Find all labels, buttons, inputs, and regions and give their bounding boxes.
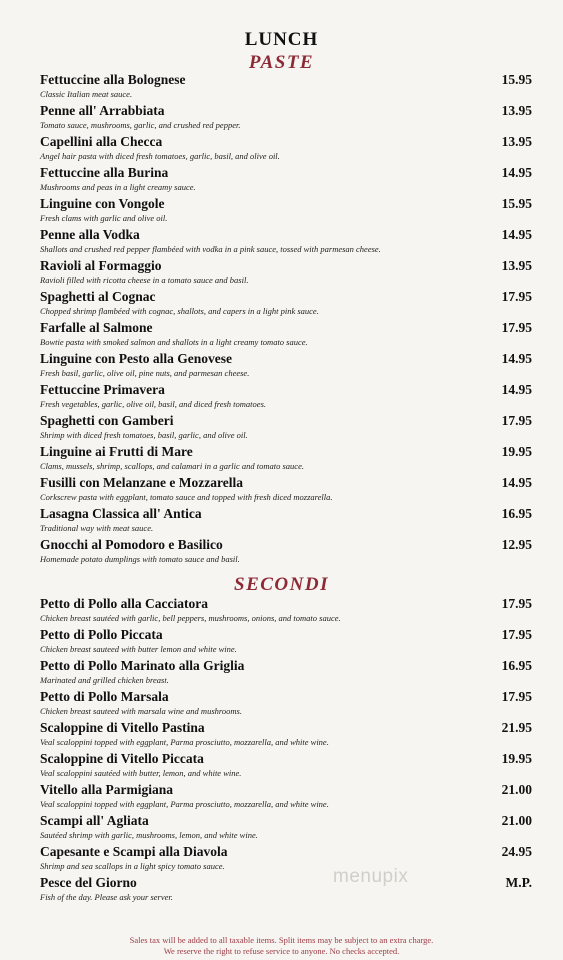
section-heading-secondi: SECONDI: [234, 574, 329, 595]
item-description: Clams, mussels, shrimp, scallops, and calamari in a garlic and tomato sauce.: [40, 461, 304, 471]
secondi-items: [40, 596, 532, 906]
menu-item: [40, 658, 532, 689]
item-description: Mushrooms and peas in a light creamy sauce.: [40, 182, 196, 192]
item-name: Capellini alla Checca: [40, 134, 163, 149]
item-price: 14.95: [501, 165, 532, 180]
item-description: Veal scaloppini topped with eggplant, Parma prosciutto, mozzarella, and white wine.: [40, 799, 329, 809]
menu-item: [40, 227, 532, 258]
item-name: Spaghetti con Gamberi: [40, 413, 174, 428]
item-name: Fettuccine alla Bolognese: [40, 72, 186, 87]
item-price: M.P.: [505, 875, 532, 890]
menu-item: [40, 751, 532, 782]
item-price: 21.00: [501, 782, 532, 797]
item-description: Chicken breast sautéed with garlic, bell peppers, mushrooms, onions, and tomato sauce.: [40, 613, 341, 623]
item-description: Classic Italian meat sauce.: [40, 89, 133, 99]
item-description: Fresh clams with garlic and olive oil.: [40, 213, 168, 223]
item-price: 21.95: [501, 720, 532, 735]
item-price: 14.95: [501, 382, 532, 397]
item-name: Penne alla Vodka: [40, 227, 140, 242]
menu-item: [40, 165, 532, 196]
item-price: 13.95: [501, 258, 532, 273]
item-description: Sautéed shrimp with garlic, mushrooms, lemon, and white wine.: [40, 830, 258, 840]
item-price: 13.95: [501, 134, 532, 149]
item-description: Chicken breast sauteed with butter lemon and white wine.: [40, 644, 237, 654]
item-price: 24.95: [501, 844, 532, 859]
menu-item: [40, 596, 532, 627]
menu-item: [40, 320, 532, 351]
footer-notice: [0, 935, 563, 957]
item-description: Chicken breast sauteed with marsala wine and mushrooms.: [40, 706, 242, 716]
menu-item: [40, 844, 532, 875]
item-price: 14.95: [501, 351, 532, 366]
menu-item: [40, 351, 532, 382]
item-description: Veal scaloppini topped with eggplant, Parma prosciutto, mozzarella, and white wine.: [40, 737, 329, 747]
item-description: Fresh vegetables, garlic, olive oil, basil, and diced fresh tomatoes.: [40, 399, 266, 409]
item-description: Shrimp and sea scallops in a light spicy tomato sauce.: [40, 861, 225, 871]
item-price: 17.95: [501, 596, 532, 611]
item-name: Gnocchi al Pomodoro e Basilico: [40, 537, 223, 552]
menu-item: [40, 444, 532, 475]
item-price: 17.95: [501, 289, 532, 304]
item-description: Corkscrew pasta with eggplant, tomato sauce and topped with fresh diced mozzarella.: [40, 492, 333, 502]
menu-item: [40, 196, 532, 227]
item-name: Penne all' Arrabbiata: [40, 103, 165, 118]
menu-item: [40, 475, 532, 506]
item-description: Chopped shrimp flambéed with cognac, shallots, and capers in a light pink sauce.: [40, 306, 319, 316]
menu-item: [40, 813, 532, 844]
item-description: Bowtie pasta with smoked salmon and shallots in a light creamy tomato sauce.: [40, 337, 308, 347]
item-name: Petto di Pollo alla Cacciatora: [40, 596, 208, 611]
menu-item: [40, 720, 532, 751]
item-price: 17.95: [501, 413, 532, 428]
item-name: Linguine con Pesto alla Genovese: [40, 351, 232, 366]
item-name: Linguine con Vongole: [40, 196, 165, 211]
item-name: Spaghetti al Cognac: [40, 289, 156, 304]
item-description: Shallots and crushed red pepper flambéed with vodka in a pink sauce, tossed with parmesan cheese.: [40, 244, 381, 254]
item-price: 17.95: [501, 627, 532, 642]
item-description: Ravioli filled with ricotta cheese in a tomato sauce and basil.: [40, 275, 249, 285]
footer-line: We reserve the right to refuse service to anyone. No checks accepted.: [163, 946, 400, 956]
item-name: Lasagna Classica all' Antica: [40, 506, 202, 521]
item-name: Vitello alla Parmigiana: [40, 782, 173, 797]
menu-item: [40, 289, 532, 320]
menu-item: [40, 782, 532, 813]
menu-item: [40, 134, 532, 165]
item-description: Traditional way with meat sauce.: [40, 523, 154, 533]
item-description: Fish of the day. Please ask your server.: [40, 892, 173, 902]
item-price: 16.95: [501, 506, 532, 521]
item-price: 12.95: [501, 537, 532, 552]
item-price: 14.95: [501, 475, 532, 490]
item-name: Capesante e Scampi alla Diavola: [40, 844, 228, 859]
item-name: Fettuccine alla Burina: [40, 165, 169, 180]
footer-line: Sales tax will be added to all taxable items. Split items may be subject to an extra charge.: [129, 935, 434, 945]
item-description: Fresh basil, garlic, olive oil, pine nuts, and parmesan cheese.: [40, 368, 250, 378]
menu-item: [40, 103, 532, 134]
menu-item: [40, 875, 532, 906]
item-description: Veal scaloppini sautéed with butter, lemon, and white wine.: [40, 768, 242, 778]
section-heading-paste: PASTE: [248, 52, 315, 73]
item-description: Marinated and grilled chicken breast.: [40, 675, 169, 685]
item-name: Scaloppine di Vitello Pastina: [40, 720, 205, 735]
menupix-watermark: menupix: [333, 866, 409, 887]
item-price: 17.95: [501, 320, 532, 335]
item-description: Angel hair pasta with diced fresh tomatoes, garlic, basil, and olive oil.: [40, 151, 280, 161]
item-name: Petto di Pollo Piccata: [40, 627, 163, 642]
item-name: Scampi all' Agliata: [40, 813, 149, 828]
item-price: 15.95: [501, 196, 532, 211]
menu-item: [40, 506, 532, 537]
item-name: Petto di Pollo Marsala: [40, 689, 169, 704]
item-name: Pesce del Giorno: [40, 875, 137, 890]
item-name: Petto di Pollo Marinato alla Griglia: [40, 658, 245, 673]
menu-item: [40, 689, 532, 720]
menu-item: [40, 382, 532, 413]
item-name: Fusilli con Melanzane e Mozzarella: [40, 475, 243, 490]
menu-item: [40, 413, 532, 444]
item-description: Shrimp with diced fresh tomatoes, basil, garlic, and olive oil.: [40, 430, 248, 440]
item-price: 13.95: [501, 103, 532, 118]
item-price: 15.95: [501, 72, 532, 87]
item-price: 14.95: [501, 227, 532, 242]
item-name: Linguine ai Frutti di Mare: [40, 444, 193, 459]
item-price: 21.00: [501, 813, 532, 828]
menu-item: [40, 537, 532, 568]
item-name: Fettuccine Primavera: [40, 382, 165, 397]
item-name: Farfalle al Salmone: [40, 320, 153, 335]
item-description: Homemade potato dumplings with tomato sauce and basil.: [40, 554, 240, 564]
item-price: 16.95: [501, 658, 532, 673]
menu-item: [40, 627, 532, 658]
item-price: 19.95: [501, 751, 532, 766]
item-price: 19.95: [501, 444, 532, 459]
item-name: Scaloppine di Vitello Piccata: [40, 751, 204, 766]
item-name: Ravioli al Formaggio: [40, 258, 162, 273]
item-description: Tomato sauce, mushrooms, garlic, and crushed red pepper.: [40, 120, 241, 130]
menu-title: LUNCH: [244, 29, 319, 50]
menu-item: [40, 258, 532, 289]
menu-item: [40, 72, 532, 103]
paste-items: [40, 72, 532, 568]
item-price: 17.95: [501, 689, 532, 704]
